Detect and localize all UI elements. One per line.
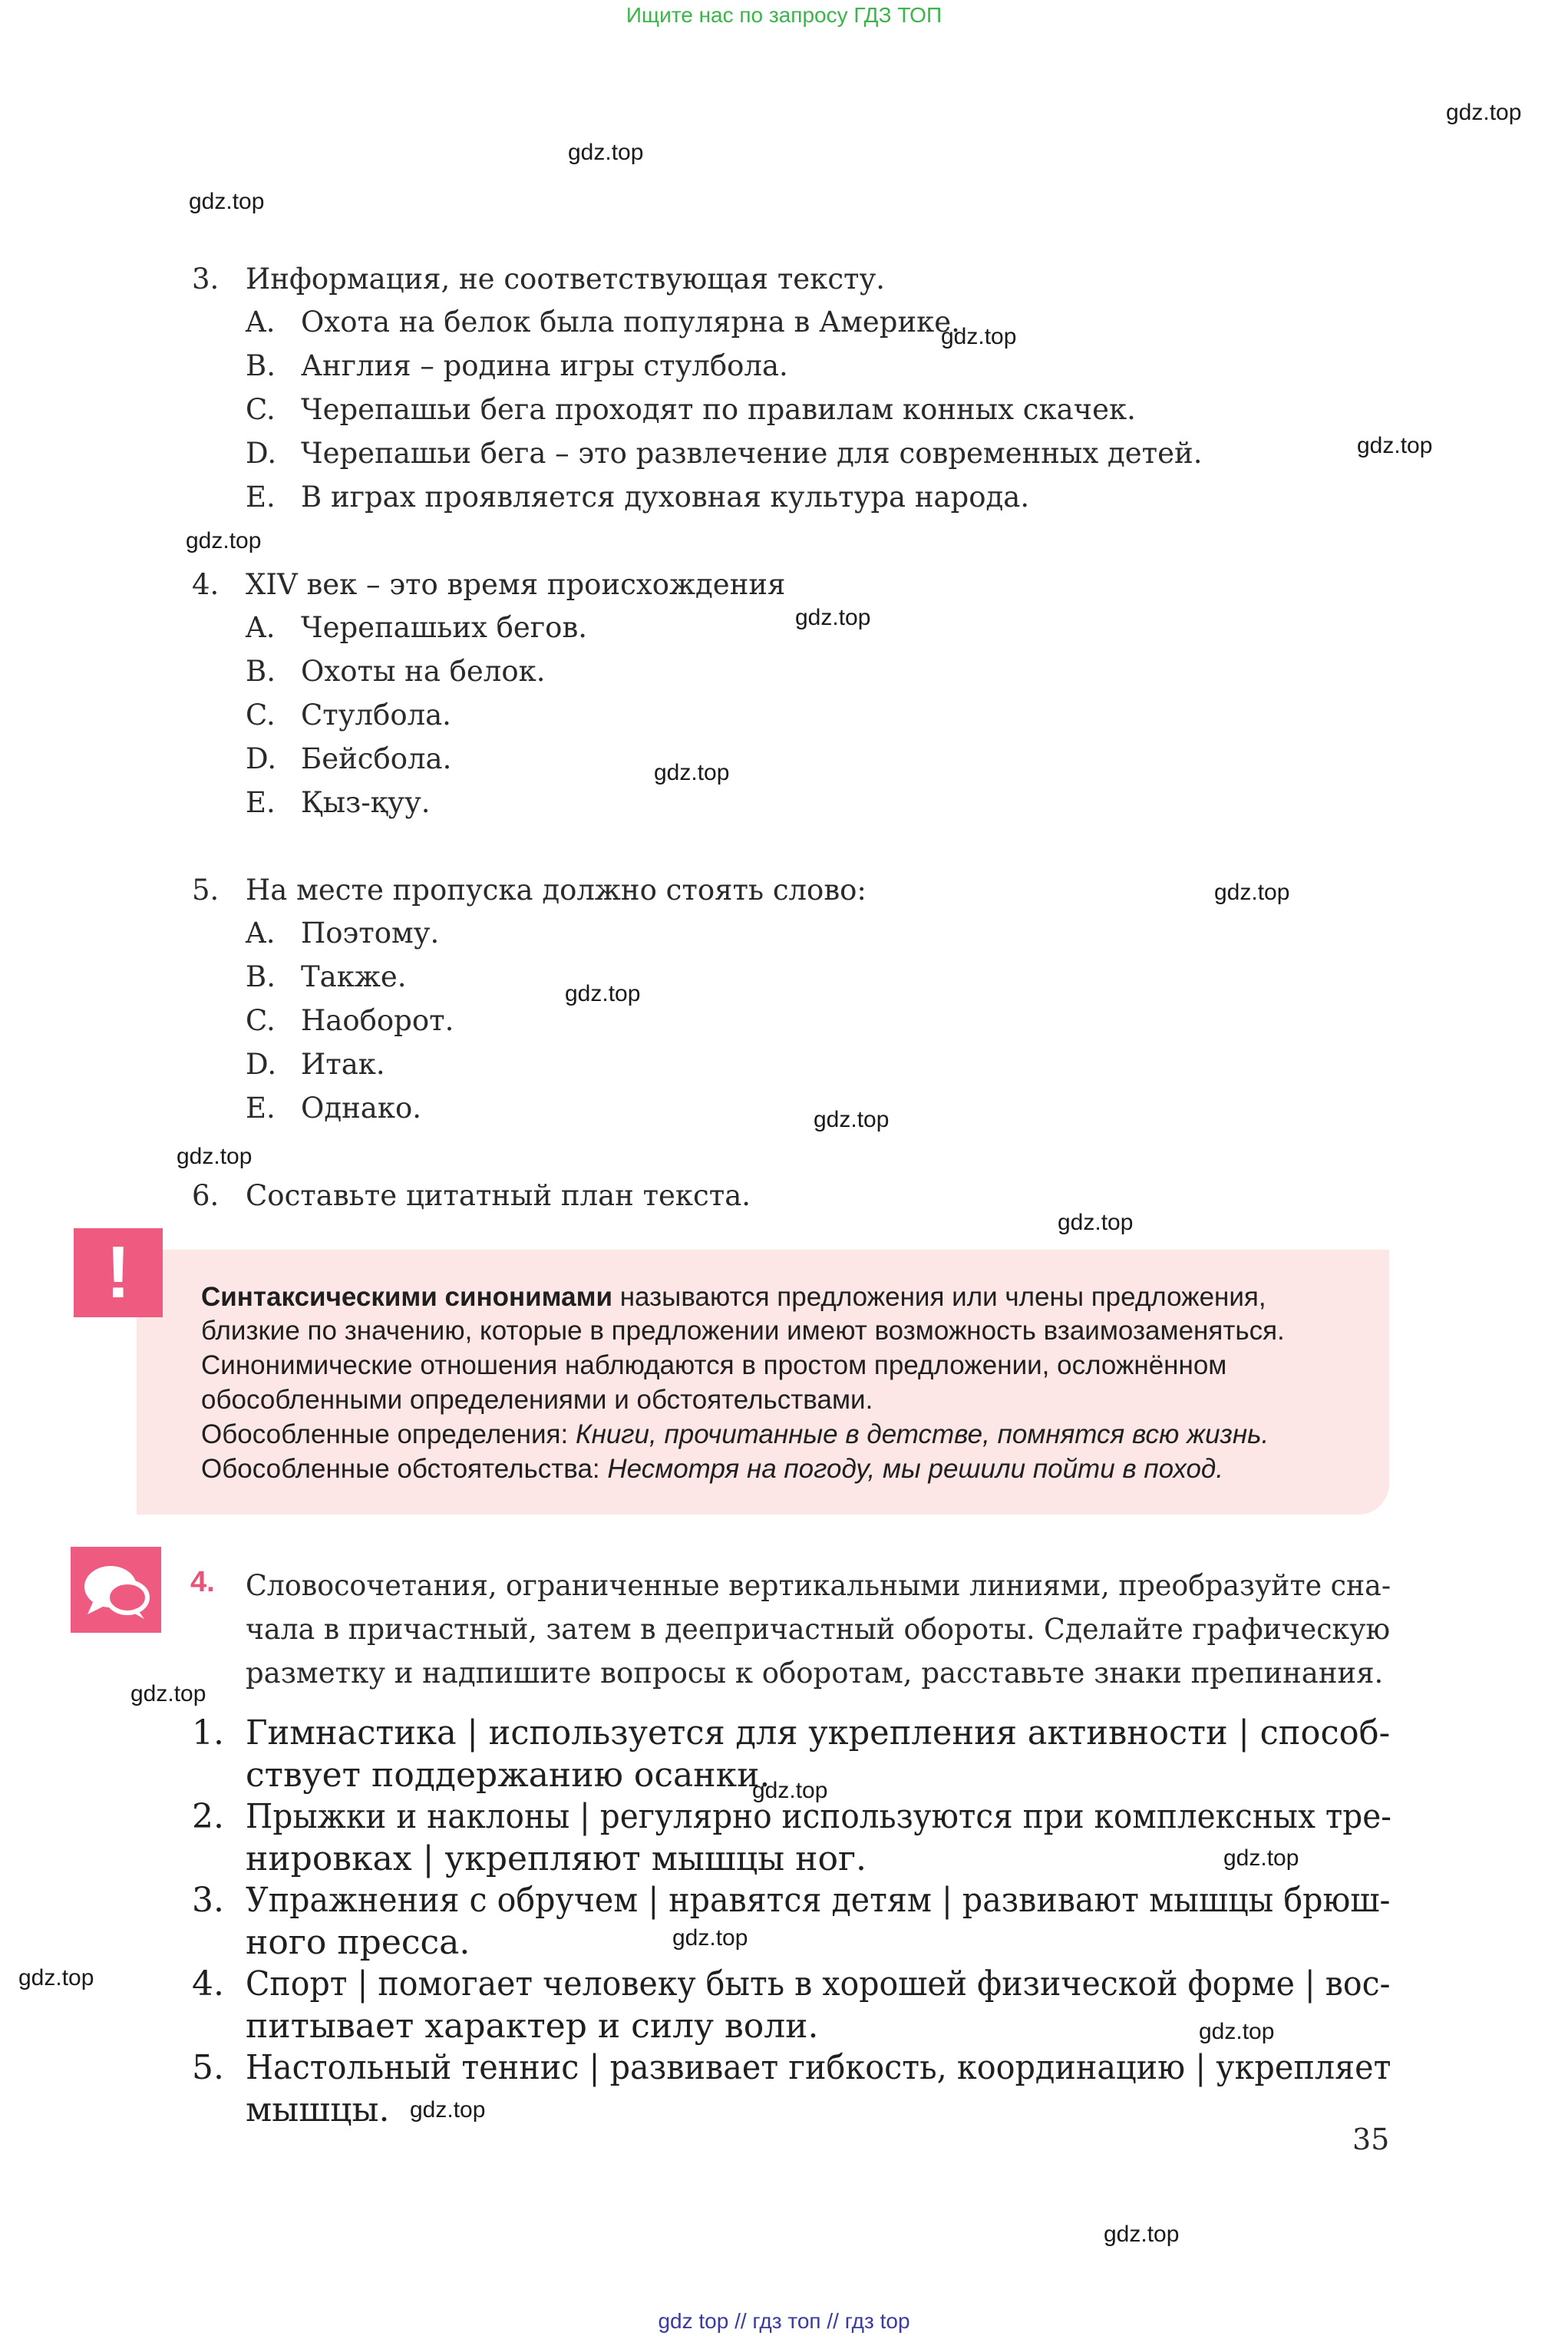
watermark: gdz.top (795, 605, 871, 630)
answer-option[interactable] (246, 481, 1029, 514)
answer-option[interactable] (246, 1048, 385, 1081)
answer-option[interactable] (246, 1092, 421, 1125)
option-letter: C. (246, 1004, 276, 1037)
option-letter: E. (246, 481, 276, 514)
option-text: Однако. (301, 1092, 421, 1125)
option-text: Стулбола. (301, 699, 451, 732)
watermark: gdz.top (568, 140, 644, 165)
option-letter: D. (246, 437, 277, 470)
exercise-line: Гимнастика | используется для укрепления активности | способ- (246, 1713, 1391, 1753)
exercise-number: 4. (192, 1964, 224, 2004)
rule-line-1 (201, 1282, 1266, 1313)
question-number: 6. (192, 1179, 220, 1212)
watermark: gdz.top (177, 1144, 253, 1169)
option-letter: B. (246, 655, 276, 688)
top-banner: Ищите нас по запросу ГДЗ ТОП (626, 3, 942, 27)
watermark: gdz.top (130, 1681, 206, 1706)
answer-option[interactable] (246, 1004, 454, 1037)
task-instruction: чала в причастный, затем в деепричастный обороты. Сделайте графическую (246, 1613, 1391, 1646)
option-letter: B. (246, 349, 276, 382)
question-number: 5. (192, 874, 220, 907)
watermark: gdz.top (1104, 2222, 1180, 2247)
option-text: В играх проявляется духовная культура народа. (301, 481, 1030, 514)
watermark: gdz.top (1357, 433, 1433, 458)
question-number: 4. (192, 568, 220, 601)
watermark: gdz.top (1223, 1845, 1299, 1871)
watermark: gdz.top (1446, 100, 1522, 125)
watermark: gdz.top (941, 324, 1017, 349)
watermark: gdz.top (814, 1107, 890, 1132)
option-text: Қыз-қуу. (301, 786, 431, 819)
watermark: gdz.top (672, 1925, 748, 1951)
exercise-line: мышцы. (246, 2090, 390, 2129)
question-3 (192, 263, 885, 296)
exercise-number: 2. (192, 1797, 224, 1836)
answer-option[interactable] (246, 699, 451, 732)
question-4 (192, 568, 785, 601)
task-instruction: Словосочетания, ограниченные вертикальными линиями, преобразуйте сна- (246, 1569, 1391, 1602)
exercise-line: нировках | укрепляют мышцы ног. (246, 1839, 867, 1878)
rule-line-4: обособленными определениями и обстоятельствами. (201, 1385, 873, 1415)
option-letter: D. (246, 1048, 277, 1081)
answer-option[interactable] (246, 611, 587, 644)
question-6 (192, 1179, 751, 1212)
answer-option[interactable] (246, 917, 439, 950)
exercise-line: питывает характер и силу воли. (246, 2007, 819, 2046)
option-letter: E. (246, 786, 276, 819)
answer-option[interactable] (246, 437, 1202, 470)
question-5 (192, 874, 867, 907)
option-letter: A. (246, 611, 276, 644)
rule-line-6 (201, 1454, 1223, 1485)
watermark: gdz.top (18, 1965, 94, 1990)
option-text: Также. (301, 960, 407, 993)
watermark: gdz.top (186, 528, 262, 553)
answer-option[interactable] (246, 306, 960, 339)
exercise-number: 5. (192, 2048, 224, 2087)
exercise-line: Настольный теннис | развивает гибкость, координацию | укрепляет (246, 2048, 1391, 2087)
answer-option[interactable] (246, 393, 1136, 426)
watermark: gdz.top (410, 2097, 486, 2123)
answer-option[interactable] (246, 655, 545, 688)
page-number: 35 (1352, 2123, 1390, 2156)
answer-option[interactable] (246, 786, 431, 819)
option-letter: C. (246, 699, 276, 732)
exercise-line: Прыжки и наклоны | регулярно используются при комплексных тре- (246, 1797, 1391, 1836)
exercise-line: ствует поддержанию осанки. (246, 1756, 771, 1795)
speech-bubbles-icon (71, 1547, 161, 1633)
answer-option[interactable] (246, 960, 407, 993)
option-text: Черепашьи бега – это развлечение для современных детей. (301, 437, 1203, 470)
exercise-line: ного пресса. (246, 1923, 470, 1962)
question-text: На месте пропуска должно стоять слово: (246, 874, 867, 907)
task-instruction: разметку и надпишите вопросы к оборотам, расставьте знаки препинания. (246, 1657, 1384, 1690)
rule-text: называются предложения или члены предложения, (612, 1282, 1266, 1312)
option-text: Поэтому. (301, 917, 440, 950)
option-letter: D. (246, 742, 277, 775)
question-text: Информация, не соответствующая тексту. (246, 263, 886, 296)
rule-example-label: Обособленные обстоятельства: (201, 1454, 608, 1484)
task-number: 4. (190, 1566, 215, 1598)
exclamation-icon: ! (74, 1228, 163, 1317)
rule-line-3: Синонимические отношения наблюдаются в простом предложении, осложнённом (201, 1350, 1227, 1380)
exercise-line: Спорт | помогает человеку быть в хорошей физической форме | вос- (246, 1964, 1391, 2004)
rule-example: Несмотря на погоду, мы решили пойти в поход. (607, 1454, 1223, 1484)
question-text: XIV век – это время происхождения (246, 568, 786, 601)
question-text: Составьте цитатный план текста. (246, 1179, 751, 1212)
option-letter: B. (246, 960, 276, 993)
option-text: Итак. (301, 1048, 385, 1081)
rule-example: Книги, прочитанные в детстве, помнятся всю жизнь. (575, 1419, 1269, 1449)
watermark: gdz.top (1199, 2019, 1275, 2044)
watermark: gdz.top (654, 760, 730, 785)
bottom-banner: gdz top // гдз топ // гдз top (658, 2309, 910, 2333)
option-letter: A. (246, 917, 276, 950)
watermark: gdz.top (565, 981, 641, 1006)
watermark: gdz.top (1058, 1210, 1134, 1235)
option-text: Наоборот. (301, 1004, 454, 1037)
watermark: gdz.top (189, 189, 265, 214)
watermark: gdz.top (1214, 880, 1290, 905)
option-text: Охоты на белок. (301, 655, 546, 688)
option-text: Черепашьих бегов. (301, 611, 588, 644)
option-letter: C. (246, 393, 276, 426)
question-number: 3. (192, 263, 220, 296)
rule-line-5 (201, 1419, 1269, 1450)
answer-option[interactable] (246, 349, 788, 382)
option-text: Охота на белок была популярна в Америке. (301, 306, 960, 339)
option-letter: A. (246, 306, 276, 339)
option-letter: E. (246, 1092, 276, 1125)
exercise-number: 3. (192, 1881, 224, 1920)
rule-line-2: близкие по значению, которые в предложении имеют возможность взаимозаменяться. (201, 1316, 1285, 1346)
option-text: Бейсбола. (301, 742, 452, 775)
option-text: Черепашьи бега проходят по правилам конных скачек. (301, 393, 1136, 426)
rule-term: Синтаксическими синонимами (201, 1282, 612, 1312)
watermark: gdz.top (752, 1778, 828, 1803)
exercise-number: 1. (192, 1713, 224, 1753)
exercise-line: Упражнения с обручем | нравятся детям | развивают мышцы брюш- (246, 1881, 1391, 1920)
option-text: Англия – родина игры стулбола. (301, 349, 788, 382)
answer-option[interactable] (246, 742, 451, 775)
rule-example-label: Обособленные определения: (201, 1419, 576, 1449)
